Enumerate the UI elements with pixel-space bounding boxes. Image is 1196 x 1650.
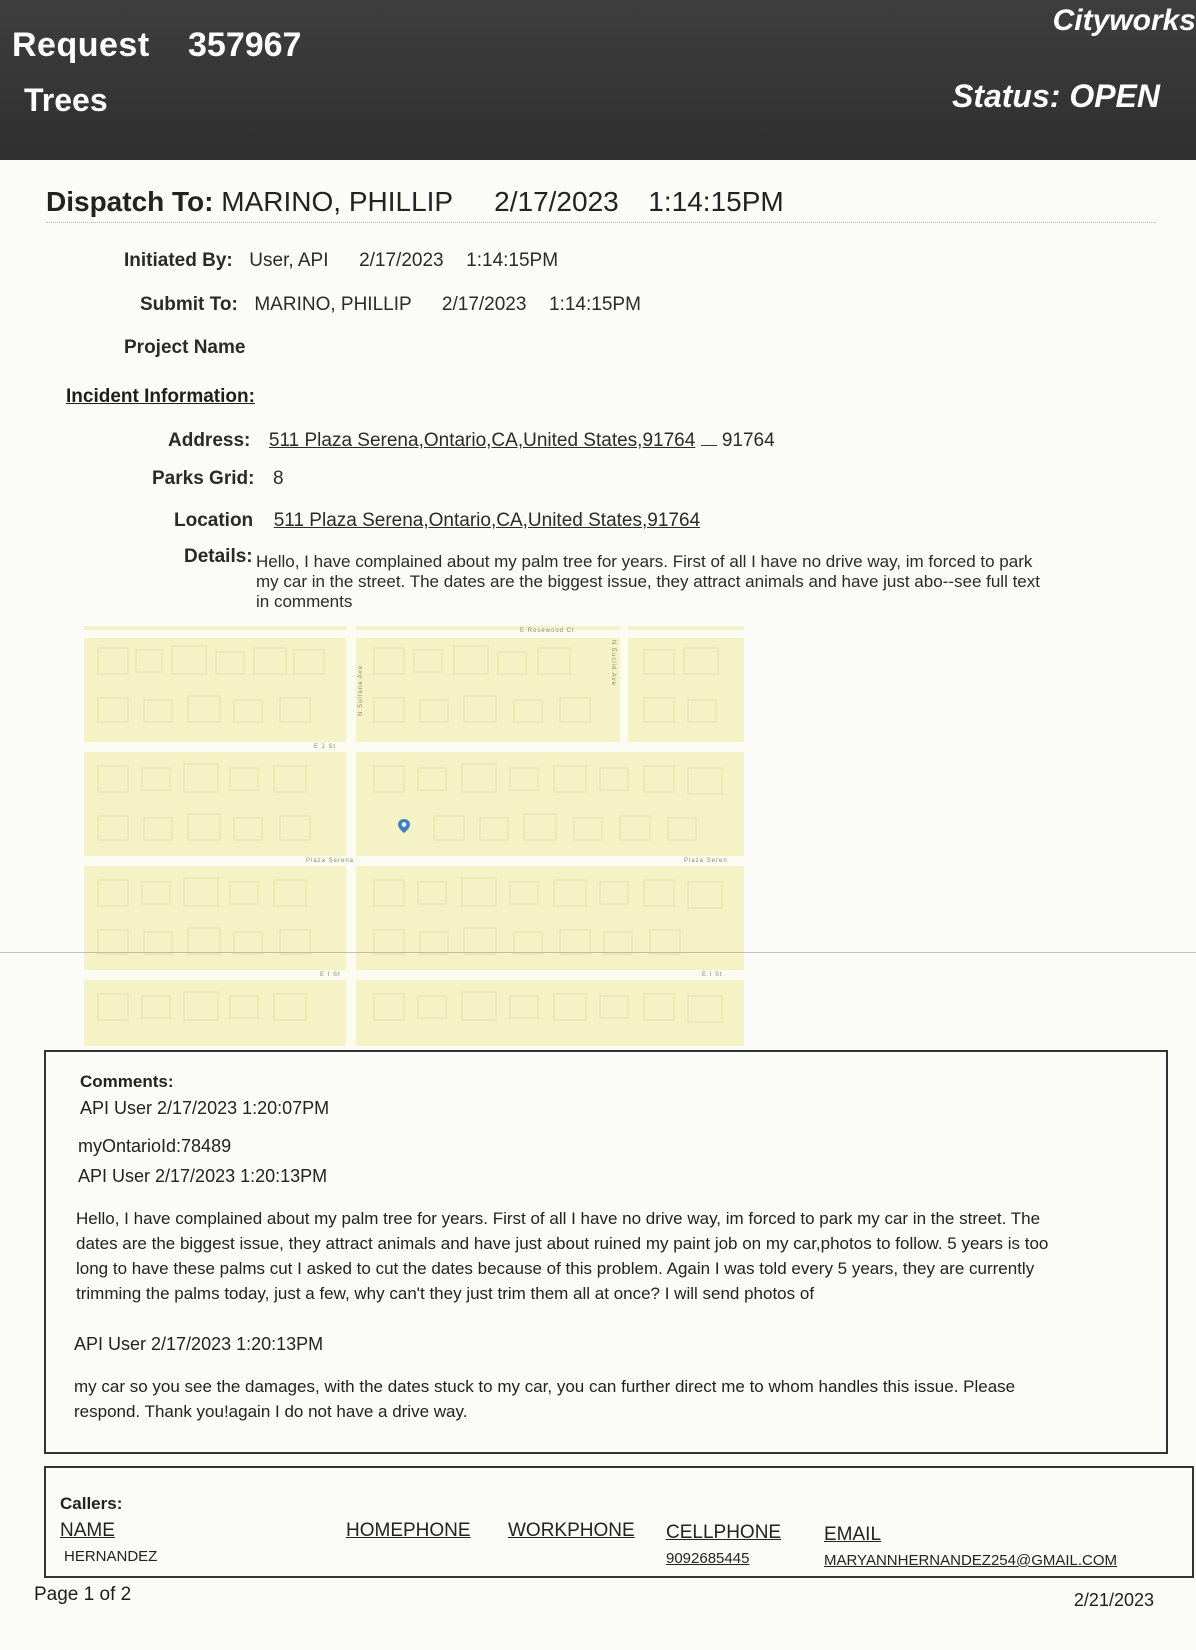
- caller-email: MARYANNHERNANDEZ254@GMAIL.COM: [824, 1552, 1118, 1569]
- parks-grid-label: Parks Grid:: [152, 468, 255, 489]
- map-street-label: E I St: [320, 972, 341, 978]
- map-parcels: [84, 626, 744, 1046]
- header-band: [0, 0, 1196, 160]
- callers-label: Callers:: [60, 1494, 123, 1513]
- parks-grid-row: [152, 468, 284, 490]
- incident-section-title: Incident Information:: [66, 386, 255, 407]
- comments-box: [44, 1050, 1168, 1454]
- details-value: Hello, I have complained about my palm tree for years. First of all I have no drive way, im forced to park my car in the street. The dates are the biggest issue, they attract animals and have just abo--see full text in comments: [256, 552, 1040, 611]
- initiated-by-date: 2/17/2023: [359, 250, 444, 271]
- map-street-label: N Sultana Ave: [358, 665, 364, 716]
- project-name-label: Project Name: [124, 337, 246, 358]
- project-name-row: [124, 337, 245, 359]
- submit-to-date: 2/17/2023: [441, 294, 527, 315]
- initiated-by-value: User, API: [249, 250, 329, 271]
- initiated-by-time: 1:14:15PM: [466, 250, 559, 271]
- comment-id-line: myOntarioId:78489: [78, 1136, 232, 1156]
- comment-entry-header: API User 2/17/2023 1:20:13PM: [74, 1334, 324, 1354]
- brand-logo-text: Cityworks: [1052, 4, 1196, 37]
- comments-label: Comments:: [80, 1072, 174, 1091]
- col-header-workphone: WORKPHONE: [508, 1520, 635, 1541]
- dispatch-label: Dispatch To:: [46, 186, 214, 217]
- address-zip: 91764: [721, 430, 775, 451]
- col-header-name: NAME: [60, 1520, 115, 1541]
- request-label: Request: [12, 26, 150, 64]
- map-street-label: Plaza Seren: [684, 858, 728, 864]
- location-label: Location: [174, 510, 254, 531]
- dispatch-date: 2/17/2023: [494, 186, 619, 217]
- col-header-homephone: HOMEPHONE: [346, 1520, 471, 1541]
- initiated-by-row: [124, 250, 558, 272]
- scan-artifact-line: [0, 952, 1196, 953]
- map-pin-icon[interactable]: [396, 818, 412, 834]
- submit-to-time: 1:14:15PM: [549, 294, 641, 315]
- print-date: 2/21/2023: [1073, 1590, 1154, 1610]
- map-street-label: N Euclid Ave: [610, 640, 616, 686]
- map-street-label: E I St: [702, 972, 723, 978]
- comment-body: my car so you see the damages, with the dates stuck to my car, you can further direct me to whom handles this issue. Please respond. Thank you!again I do not have a drive way.: [74, 1377, 1016, 1421]
- comment-body: Hello, I have complained about my palm tree for years. First of all I have no drive way, im forced to park my car in the street. The dates are the biggest issue, they attract animals and have just about ruined my paint job on my car,photos to follow. 5 years is too long to have these palms cut I asked to cut the dates because of this problem. Again I was told every 5 years, they are currently trimming the palms today, just a few, why can't they just trim them all at once? I will send photos of: [76, 1209, 1049, 1303]
- caller-cellphone: 9092685445: [666, 1550, 750, 1567]
- map-street-label: Plaza Serena: [306, 858, 355, 864]
- address-value: 511 Plaza Serena,Ontario,CA,United States,91764: [268, 430, 696, 451]
- details-label: Details:: [184, 546, 253, 567]
- request-number: 357967: [188, 26, 302, 64]
- parks-grid-value: 8: [273, 468, 284, 489]
- dispatch-name: MARINO, PHILLIP: [221, 186, 453, 217]
- callers-box: [44, 1466, 1194, 1578]
- address-label: Address:: [168, 430, 251, 451]
- col-header-email: EMAIL: [824, 1524, 882, 1545]
- map-street-label: E J St: [314, 744, 337, 750]
- comment-entry-header: API User 2/17/2023 1:20:07PM: [80, 1098, 330, 1118]
- submit-to-row: [140, 294, 641, 316]
- location-map[interactable]: [84, 626, 744, 1046]
- location-value: 511 Plaza Serena,Ontario,CA,United States,91764: [273, 510, 701, 531]
- caller-name: HERNANDEZ: [64, 1548, 158, 1565]
- submit-to-value: MARINO, PHILLIP: [254, 294, 412, 315]
- location-row: [174, 510, 700, 532]
- map-street-label: E Rosewood Ct: [520, 628, 575, 634]
- dispatch-line: [46, 186, 784, 218]
- divider: [46, 222, 1156, 223]
- page-number: Page 1 of 2: [34, 1584, 132, 1605]
- request-type: Trees: [24, 82, 108, 118]
- dispatch-time: 1:14:15PM: [648, 186, 784, 217]
- initiated-by-label: Initiated By:: [124, 250, 233, 271]
- submit-to-label: Submit To:: [140, 294, 238, 315]
- details-label-row: [184, 546, 253, 568]
- status-text: Status: OPEN: [951, 78, 1160, 114]
- comment-entry-header: API User 2/17/2023 1:20:13PM: [78, 1166, 328, 1186]
- address-row: [168, 430, 775, 452]
- col-header-cellphone: CELLPHONE: [666, 1522, 782, 1543]
